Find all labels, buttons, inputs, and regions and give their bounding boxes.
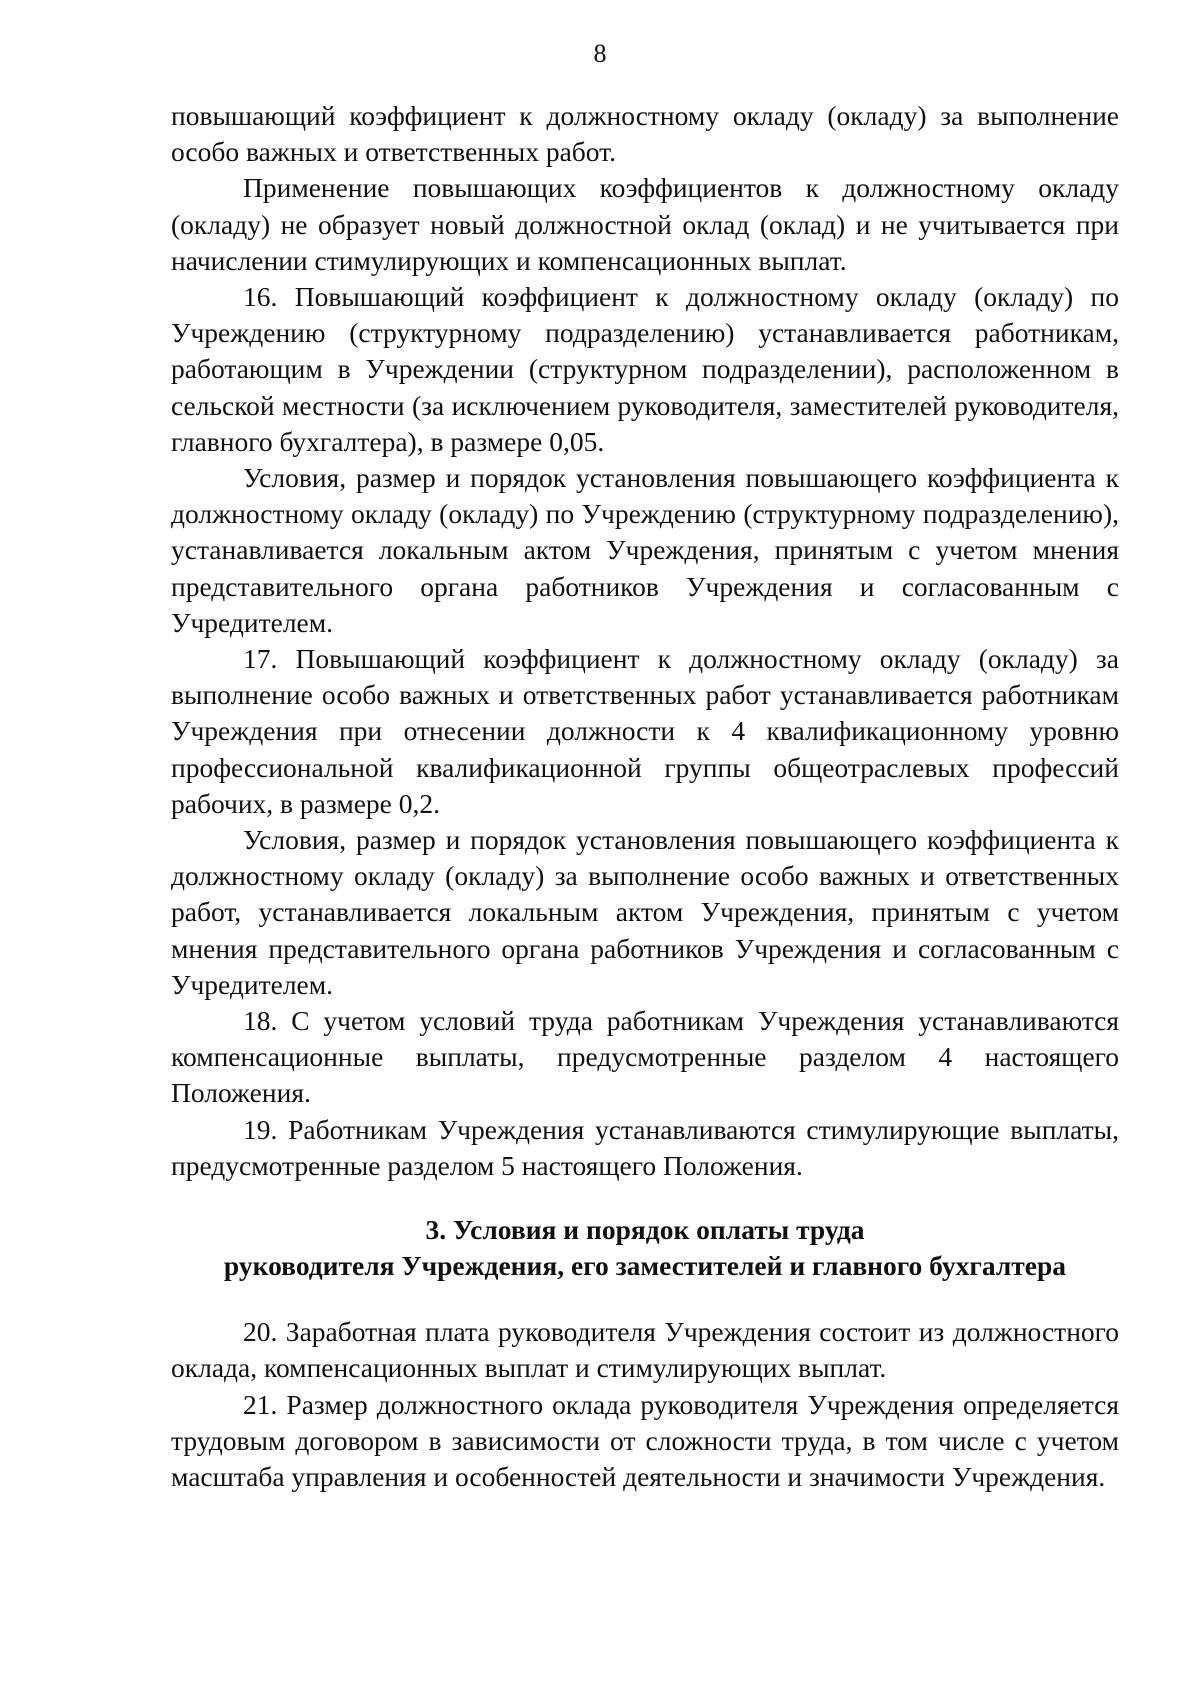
paragraph-19: 19. Работникам Учреждения устанавливаются стимулирующие выплаты, предусмотренные разделом 5 настоящего Положения.	[171, 1113, 1119, 1181]
paragraph-20: 20. Заработная плата руководителя Учреждения состоит из должностного оклада, компенсационных выплат и стимулирующих выплат.	[171, 1316, 1119, 1384]
paragraph-continuation: повышающий коэффициент к должностному окладу (окладу) за выполнение особо важных и ответственных работ.	[171, 100, 1119, 168]
paragraph-16-conditions: Условия, размер и порядок установления повышающего коэффициента к должностному окладу (окладу) по Учреждению (структурному подразделению), устанавливается локальным актом Учреждения, принятым с учетом мнения представительного органа работников Учреждения и согласованным с Учредителем.	[171, 462, 1119, 638]
section-title-line-2: руководителя Учреждения, его заместителей и главного бухгалтера	[223, 1250, 1067, 1282]
paragraph-17-conditions: Условия, размер и порядок установления повышающего коэффициента к должностному окладу (окладу) за выполнение особо важных и ответственных работ, устанавливается локальным актом Учреждения, принятым с учетом мнения представительного органа работников Учреждения и согласованным с Учредителем.	[171, 824, 1119, 1000]
paragraph-21: 21. Размер должностного оклада руководителя Учреждения определяется трудовым договором в зависимости от сложности труда, в том числе с учетом масштаба управления и особенностей деятельности и значимости Учреждения.	[171, 1388, 1119, 1492]
paragraph-16: 16. Повышающий коэффициент к должностному окладу (окладу) по Учреждению (структурному подразделению) устанавливается работникам, работающим в Учреждении (структурном подразделении), расположенном в сельской местности (за исключением руководителя, заместителей руководителя, главного бухгалтера), в размере 0,05.	[171, 281, 1119, 457]
page-number: 8	[593, 39, 607, 68]
paragraph-18: 18. С учетом условий труда работникам Учреждения устанавливаются компенсационные выплаты, предусмотренные разделом 4 настоящего Положения.	[171, 1005, 1119, 1109]
paragraph-17: 17. Повышающий коэффициент к должностному окладу (окладу) за выполнение особо важных и ответственных работ устанавливается работникам Учреждения при отнесении должности к 4 квалификационному уровню профессиональной квалификационной группы общеотраслевых профессий рабочих, в размере 0,2.	[171, 643, 1119, 819]
section-title	[171, 1212, 1119, 1284]
section-title-line-1: 3. Условия и порядок оплаты труда	[425, 1214, 865, 1246]
paragraph-coefficients-application: Применение повышающих коэффициентов к должностному окладу (окладу) не образует новый должностной оклад (оклад) и не учитывается при начислении стимулирующих и компенсационных выплат.	[171, 172, 1119, 276]
document-body	[171, 98, 1119, 1495]
